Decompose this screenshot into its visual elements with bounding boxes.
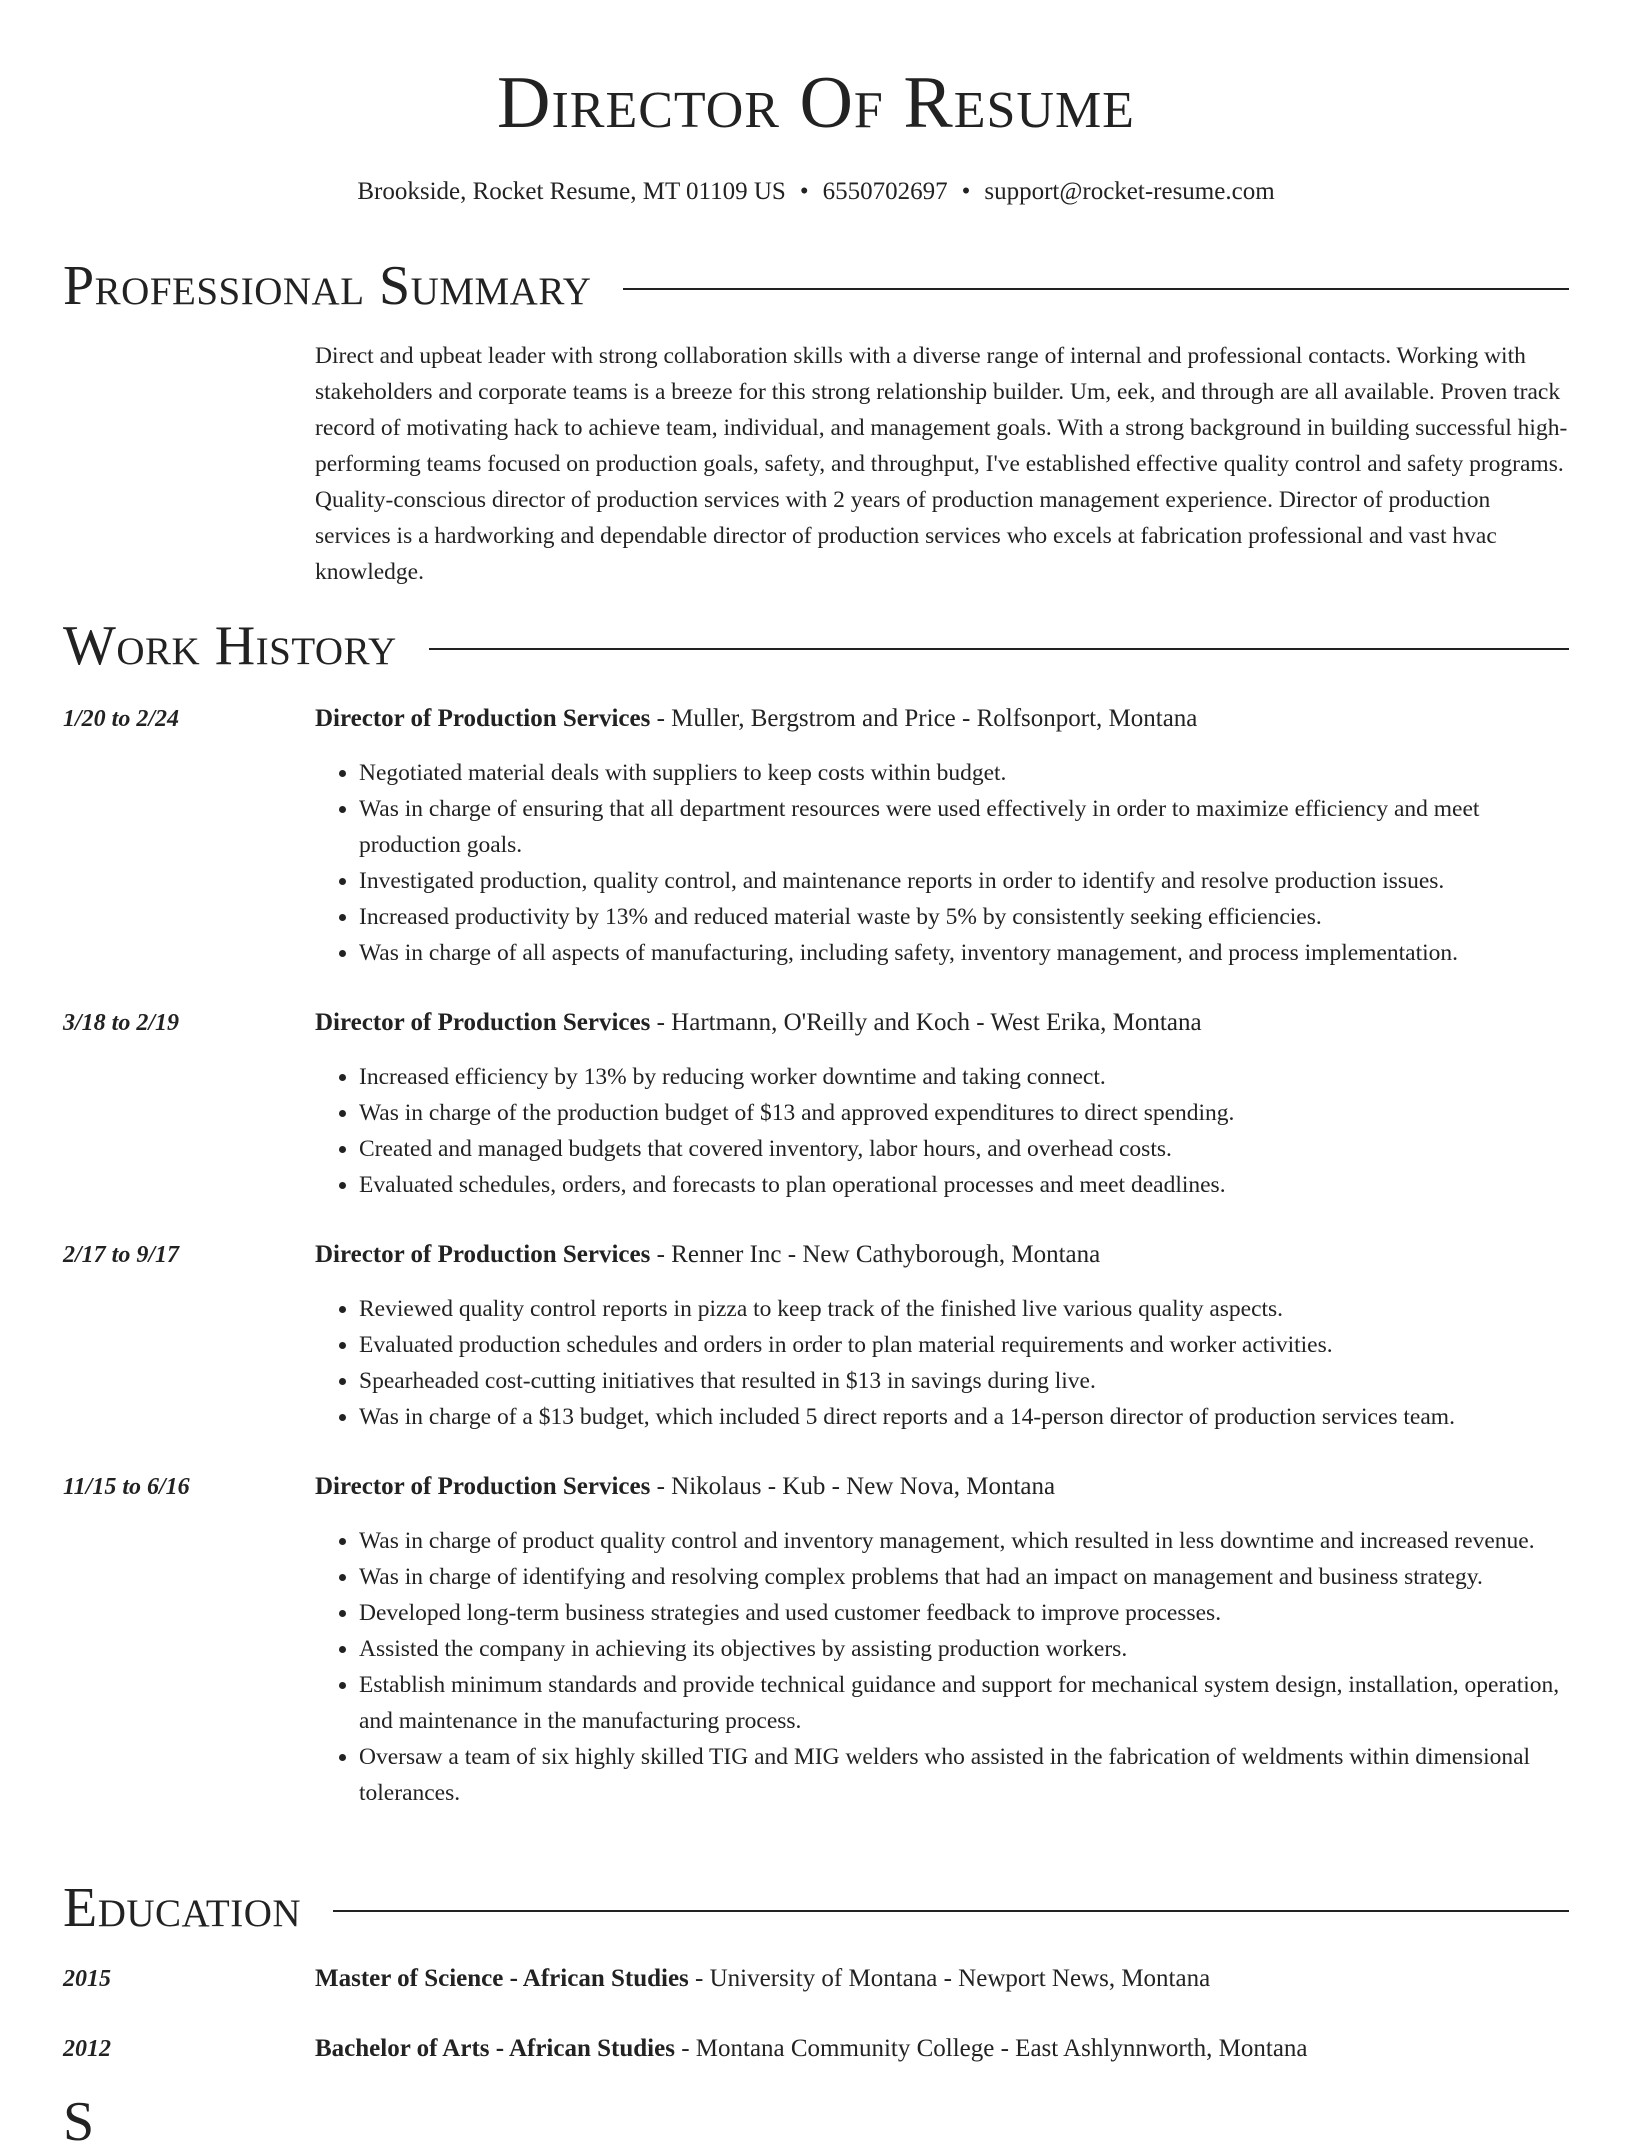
- job-bullet: • Increased productivity by 13% and reduced material waste by 5% by consistently seeking efficiencies.: [359, 899, 1569, 935]
- job-bullet: • Was in charge of ensuring that all department resources were used effectively in order to maximize efficiency and meet production goals.: [359, 791, 1569, 863]
- job-bullet: • Was in charge of all aspects of manufacturing, including safety, inventory management, and process implementation.: [359, 935, 1569, 971]
- job-details: - Muller, Bergstrom and Price - Rolfsonport, Montana: [650, 705, 1198, 732]
- job-bullet: • Created and managed budgets that covered inventory, labor hours, and overhead costs.: [359, 1131, 1569, 1167]
- job-bullet: • Assisted the company in achieving its objectives by assisting production workers.: [359, 1631, 1569, 1667]
- job-bullet: • Negotiated material deals with suppliers to keep costs within budget.: [359, 755, 1569, 791]
- work-heading: Work History: [63, 615, 397, 677]
- job-bullet: • Spearheaded cost-cutting initiatives that resulted in $13 in savings during live.: [359, 1363, 1569, 1399]
- job-bullet: • Oversaw a team of six highly skilled TIG and MIG welders who assisted in the fabrication of weldments within dimensional tolerances.: [359, 1739, 1569, 1811]
- job-role: Director of Production Services: [315, 1241, 651, 1268]
- next-section-heading-partial: S: [63, 2091, 95, 2153]
- job-bullets: [315, 1059, 1569, 1203]
- section-divider: [623, 288, 1569, 290]
- summary-section-header: [63, 254, 1569, 318]
- contact-email: support@rocket-resume.com: [984, 178, 1275, 205]
- job-bullet: • Reviewed quality control reports in pizza to keep track of the finished live various quality aspects.: [359, 1291, 1569, 1327]
- work-section-header: [63, 614, 1569, 678]
- education-title-line: [315, 2031, 1569, 2067]
- education-details: - Montana Community College - East Ashlynnworth, Montana: [674, 2035, 1308, 2062]
- job-dates: 11/15 to 6/16: [63, 1474, 190, 1500]
- job-bullets: [315, 1523, 1569, 1811]
- job-details: - Nikolaus - Kub - New Nova, Montana: [650, 1473, 1056, 1500]
- job-bullet: • Was in charge of identifying and resolving complex problems that had an impact on management and business strategy.: [359, 1559, 1569, 1595]
- job-title-line: [315, 1237, 1569, 1273]
- job-role: Director of Production Services: [315, 705, 651, 732]
- summary-heading: Professional Summary: [63, 255, 592, 317]
- section-divider: [429, 648, 1569, 650]
- job-title-line: [315, 1005, 1569, 1041]
- education-degree: Master of Science - African Studies: [315, 1965, 689, 1992]
- job-dates: 3/18 to 2/19: [63, 1010, 180, 1036]
- education-year: 2012: [63, 2036, 111, 2062]
- job-details: - Renner Inc - New Cathyborough, Montana: [650, 1241, 1101, 1268]
- education-title-line: [315, 1961, 1569, 1997]
- job-bullet: • Evaluated production schedules and orders in order to plan material requirements and worker activities.: [359, 1327, 1569, 1363]
- education-details: - University of Montana - Newport News, Montana: [688, 1965, 1211, 1992]
- education-section-header: [63, 1876, 1569, 1940]
- job-bullet: • Was in charge of a $13 budget, which included 5 direct reports and a 14-person director of production services team.: [359, 1399, 1569, 1435]
- job-dates: 2/17 to 9/17: [63, 1242, 180, 1268]
- job-dates: 1/20 to 2/24: [63, 706, 180, 732]
- job-bullet: • Was in charge of the production budget of $13 and approved expenditures to direct spending.: [359, 1095, 1569, 1131]
- section-divider: [333, 1910, 1569, 1912]
- summary-text: Direct and upbeat leader with strong collaboration skills with a diverse range of internal and professional contacts. Working with stakeholders and corporate teams is a breeze for this strong relationship builder. Um, eek, and through are all available. Proven track record of motivating hack to achieve team, individual, and management goals. With a strong background in building successful high-performing teams focused on production goals, safety, and throughput, I've established effective quality control and safety programs. Quality-conscious director of production services with 2 years of production management experience. Director of production services is a hardworking and dependable director of production services who excels at fabrication professional and vast hvac knowledge.: [315, 343, 1568, 585]
- job-bullet: • Investigated production, quality control, and maintenance reports in order to identify and resolve production issues.: [359, 863, 1569, 899]
- education-year: 2015: [63, 1966, 111, 1992]
- job-role: Director of Production Services: [315, 1009, 651, 1036]
- contact-line: [0, 174, 1632, 210]
- job-bullet: • Establish minimum standards and provide technical guidance and support for mechanical system design, installation, operation, and maintenance in the manufacturing process.: [359, 1667, 1569, 1739]
- job-title-line: [315, 1469, 1569, 1505]
- job-bullets: [315, 1291, 1569, 1435]
- contact-separator: •: [961, 178, 971, 205]
- education-degree: Bachelor of Arts - African Studies: [315, 2035, 675, 2062]
- contact-separator: •: [799, 178, 809, 205]
- contact-address: Brookside, Rocket Resume, MT 01109 US: [357, 178, 786, 205]
- job-details: - Hartmann, O'Reilly and Koch - West Erika, Montana: [650, 1009, 1202, 1036]
- job-bullet: • Increased efficiency by 13% by reducing worker downtime and taking connect.: [359, 1059, 1569, 1095]
- job-title-line: [315, 701, 1569, 737]
- job-bullet: • Developed long-term business strategies and used customer feedback to improve processes.: [359, 1595, 1569, 1631]
- job-bullet: • Evaluated schedules, orders, and forecasts to plan operational processes and meet deadlines.: [359, 1167, 1569, 1203]
- job-role: Director of Production Services: [315, 1473, 651, 1500]
- contact-phone: 6550702697: [822, 178, 948, 205]
- education-heading: Education: [63, 1877, 302, 1939]
- job-bullet: • Was in charge of product quality control and inventory management, which resulted in less downtime and increased revenue.: [359, 1523, 1569, 1559]
- job-bullets: [315, 755, 1569, 971]
- resume-name: Director Of Resume: [497, 62, 1135, 144]
